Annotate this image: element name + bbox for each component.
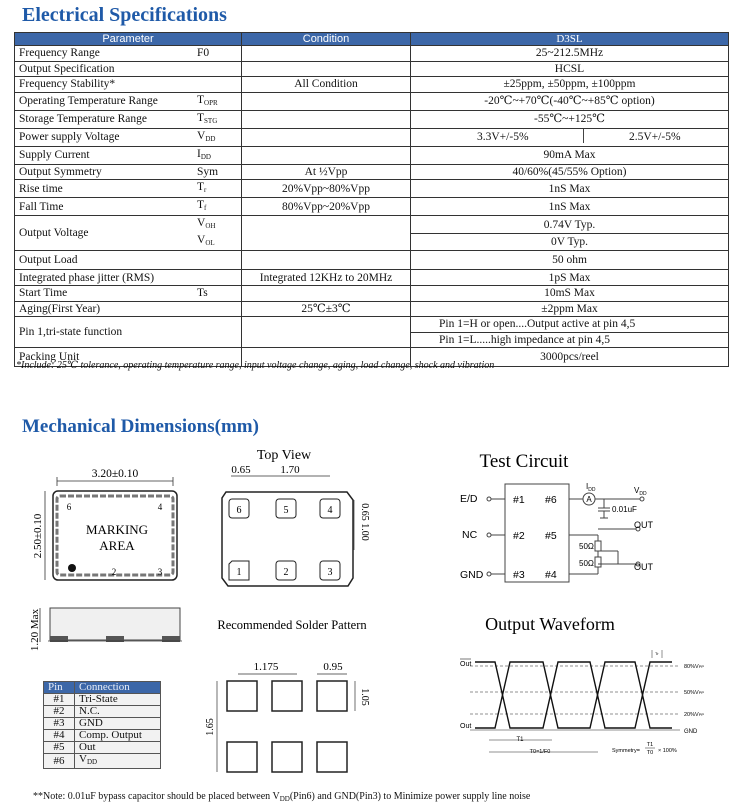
value-text: 90mA Max bbox=[543, 149, 596, 162]
symbol: T bbox=[197, 93, 205, 106]
solder-dim-105: 1.05 bbox=[359, 688, 370, 706]
width-dim-label: 3.20±0.10 bbox=[91, 468, 139, 480]
wf-t1-label: T1 bbox=[516, 737, 524, 743]
condition-cell bbox=[242, 301, 411, 317]
wf-frac-num: T1 bbox=[646, 742, 654, 748]
tv-pad5: 5 bbox=[283, 505, 289, 516]
symbol-cell bbox=[191, 92, 242, 110]
pin-connection bbox=[75, 730, 161, 742]
value-text: 50 ohm bbox=[552, 254, 587, 267]
symbol-cell bbox=[191, 216, 242, 234]
ammeter-icon: A bbox=[586, 495, 592, 504]
pin-number bbox=[44, 742, 75, 754]
value-cell bbox=[411, 285, 729, 301]
pin-connection bbox=[75, 754, 161, 769]
param-cell bbox=[15, 285, 192, 301]
symbol-sub: DD bbox=[200, 152, 211, 161]
pin-connection-table bbox=[43, 681, 161, 769]
param-cell bbox=[15, 180, 192, 198]
param-text: Integrated phase jitter (RMS) bbox=[19, 271, 155, 284]
bypass-note-part2: (Pin6) and GND(Pin3) to Minimize power supply line noise bbox=[289, 791, 531, 802]
param-text: Packing Unit bbox=[19, 351, 80, 364]
pin1-dot-icon bbox=[68, 564, 76, 572]
condition-cell bbox=[242, 198, 411, 216]
pin-number-text: #3 bbox=[53, 717, 65, 729]
value-cell bbox=[411, 146, 729, 164]
value-text: Pin 1=H or open....Output active at pin 4,5 bbox=[439, 318, 636, 331]
value-cell bbox=[411, 301, 729, 317]
param-cell bbox=[15, 270, 192, 286]
param-text: Storage Temperature Range bbox=[19, 113, 147, 126]
value-text-b: 2.5V+/-5% bbox=[629, 131, 681, 144]
spec-row bbox=[15, 251, 729, 270]
condition-cell bbox=[242, 128, 411, 146]
wf-outbar-label: Out bbox=[460, 661, 472, 668]
height-dim-label: 2.50±0.10 bbox=[32, 513, 44, 559]
condition-cell bbox=[242, 285, 411, 301]
spec-header-row bbox=[15, 33, 729, 46]
tv-dim-170: 1.70 bbox=[280, 464, 300, 476]
param-text: Pin 1,tri-state function bbox=[19, 326, 123, 339]
pin-number-text: #2 bbox=[53, 705, 65, 717]
value-cell bbox=[411, 317, 729, 333]
symbol: V bbox=[197, 234, 206, 247]
pin-number bbox=[44, 730, 75, 742]
pin-row bbox=[44, 754, 161, 769]
tc-ed-label: E/D bbox=[460, 493, 478, 505]
symbol: V bbox=[197, 217, 206, 230]
output-waveform bbox=[460, 614, 704, 756]
spec-row bbox=[15, 164, 729, 180]
symbol-sub: f bbox=[204, 204, 207, 213]
value-text-a: 3.3V+/-5% bbox=[477, 131, 529, 144]
tv-pad3: 3 bbox=[327, 567, 333, 578]
condition-cell bbox=[242, 251, 411, 270]
symbol: Ts bbox=[197, 287, 208, 300]
condition-cell bbox=[242, 110, 411, 128]
param-text: Supply Current bbox=[19, 149, 90, 162]
connection-sub: DD bbox=[86, 758, 98, 766]
spec-row bbox=[15, 92, 729, 110]
pin-connection bbox=[75, 718, 161, 730]
param-text: Output Specification bbox=[19, 62, 115, 75]
tc-p2: #2 bbox=[513, 530, 525, 542]
value-cell bbox=[411, 61, 729, 77]
symbol-cell bbox=[191, 251, 242, 270]
value-cell bbox=[411, 180, 729, 198]
condition-cell bbox=[242, 46, 411, 62]
header-condition: Condition bbox=[242, 33, 411, 46]
param-text: Frequency Range bbox=[19, 47, 100, 60]
bypass-note bbox=[33, 791, 530, 803]
symbol-cell bbox=[191, 110, 242, 128]
param-text: Output Symmetry bbox=[19, 166, 102, 179]
top-view bbox=[222, 448, 370, 586]
spec-row bbox=[15, 270, 729, 286]
spec-row bbox=[15, 216, 729, 234]
pin-number bbox=[44, 706, 75, 718]
pin-connection bbox=[75, 694, 161, 706]
value-cell bbox=[411, 216, 729, 234]
solder-dim-1175: 1.175 bbox=[253, 661, 279, 673]
symbol: Sym bbox=[197, 166, 219, 179]
wf-tr-label: Tr bbox=[655, 651, 659, 656]
pin-number bbox=[44, 694, 75, 706]
connection-header: Connection bbox=[75, 682, 161, 694]
condition-text: Integrated 12KHz to 20MHz bbox=[259, 271, 393, 284]
param-text: Output Load bbox=[19, 254, 78, 267]
wf-sym-tail: × 100% bbox=[658, 748, 677, 754]
tc-r1: 50Ω bbox=[579, 542, 594, 551]
value-text: ±25ppm, ±50ppm, ±100ppm bbox=[503, 78, 636, 91]
condition-cell bbox=[242, 61, 411, 77]
top-view-title: Top View bbox=[256, 448, 312, 463]
pin-row bbox=[44, 706, 161, 718]
symbol-cell bbox=[191, 332, 242, 348]
value-text: 0V Typ. bbox=[550, 236, 589, 249]
symbol-cell bbox=[191, 164, 242, 180]
value-cell bbox=[411, 110, 729, 128]
value-cell bbox=[411, 92, 729, 110]
param-text: Start Time bbox=[19, 287, 68, 300]
value-cell bbox=[411, 77, 729, 93]
tc-p1: #1 bbox=[513, 494, 525, 506]
param-text: Aging(First Year) bbox=[19, 302, 101, 315]
symbol: V bbox=[197, 129, 206, 142]
param-cell bbox=[15, 128, 192, 146]
wf-t0-label: T0=1/F0 bbox=[529, 749, 551, 755]
tc-p3: #3 bbox=[513, 569, 525, 581]
symbol-sub: STG bbox=[204, 116, 218, 125]
tc-out2: OUT bbox=[634, 562, 653, 572]
solder-title: Recommended Solder Pattern bbox=[217, 618, 367, 632]
symbol: T bbox=[197, 199, 205, 212]
pin-row bbox=[44, 694, 161, 706]
param-text: Output Voltage bbox=[19, 227, 89, 240]
tc-p6: #6 bbox=[545, 494, 557, 506]
param-cell bbox=[15, 251, 192, 270]
value-text: -55℃~+125℃ bbox=[533, 113, 606, 126]
tv-pad4: 4 bbox=[327, 505, 333, 516]
tv-pad2: 2 bbox=[283, 567, 289, 578]
symbol-cell bbox=[191, 180, 242, 198]
spec-row bbox=[15, 46, 729, 62]
spec-row bbox=[15, 317, 729, 333]
spec-row bbox=[15, 110, 729, 128]
pin-header: Pin bbox=[44, 682, 75, 694]
bypass-note-part1: **Note: 0.01uF bypass capacitor should be placed between V bbox=[33, 791, 280, 802]
param-cell bbox=[15, 146, 192, 164]
value-cell bbox=[411, 270, 729, 286]
param-text: Operating Temperature Range bbox=[19, 95, 158, 108]
value-cell bbox=[411, 332, 729, 348]
test-circuit bbox=[460, 451, 654, 582]
connection-text: V bbox=[79, 753, 87, 765]
spec-row bbox=[15, 301, 729, 317]
symbol-cell bbox=[191, 285, 242, 301]
connection-text: Out bbox=[79, 741, 96, 753]
value-cell bbox=[411, 251, 729, 270]
pin-number-text: #1 bbox=[53, 693, 65, 705]
pkg-pin2-label: 2 bbox=[111, 567, 117, 577]
param-cell bbox=[15, 216, 192, 251]
tv-pad1: 1 bbox=[236, 567, 242, 578]
value-text: 1nS Max bbox=[548, 200, 591, 213]
symbol-cell bbox=[191, 317, 242, 333]
spec-row bbox=[15, 180, 729, 198]
pin-connection bbox=[75, 742, 161, 754]
symbol-sub: OL bbox=[205, 239, 215, 248]
connection-text: Comp. Output bbox=[79, 729, 142, 741]
spec-footnote: *Include: 25℃ tolerance, operating temperature range, input voltage change, aging, load change, shock and vibration bbox=[16, 360, 495, 371]
connection-text: Tri-State bbox=[79, 693, 118, 705]
electrical-spec-title: Electrical Specifications bbox=[22, 4, 227, 26]
wf-80-label: 80%VPP bbox=[684, 664, 705, 670]
tv-side-dims: 0.65 1.00 bbox=[359, 503, 370, 541]
symbol: I bbox=[197, 147, 201, 160]
pin-number bbox=[44, 718, 75, 730]
value-cell bbox=[411, 233, 729, 251]
condition-cell bbox=[242, 77, 411, 93]
condition-text: 25℃±3℃ bbox=[301, 302, 351, 315]
spec-row bbox=[15, 77, 729, 93]
param-text: Power supply Voltage bbox=[19, 131, 120, 144]
solder-dim-095: 0.95 bbox=[323, 661, 343, 673]
symbol-sub: DD bbox=[205, 134, 216, 143]
wf-20-label: 20%VPP bbox=[684, 712, 705, 718]
symbol-cell bbox=[191, 270, 242, 286]
symbol-cell bbox=[191, 128, 242, 146]
symbol-cell bbox=[191, 198, 242, 216]
symbol: F0 bbox=[197, 47, 210, 60]
pin-table-header bbox=[44, 682, 161, 694]
param-cell bbox=[15, 110, 192, 128]
param-cell bbox=[15, 61, 192, 77]
electrical-spec-table bbox=[14, 32, 729, 367]
tc-nc-label: NC bbox=[462, 529, 478, 541]
wf-50-label: 50%VPP bbox=[684, 690, 705, 696]
tv-dim-065: 0.65 bbox=[231, 464, 251, 476]
wf-symmetry-label: Symmetry= bbox=[612, 748, 640, 754]
param-text: Rise time bbox=[19, 182, 63, 195]
pkg-pin3-label: 3 bbox=[157, 567, 163, 577]
tc-p4: #4 bbox=[545, 569, 557, 581]
pin-number-text: #5 bbox=[53, 741, 65, 753]
value-cell bbox=[411, 164, 729, 180]
header-parameter: Parameter bbox=[15, 33, 242, 46]
symbol-cell bbox=[191, 146, 242, 164]
condition-cell bbox=[242, 164, 411, 180]
pin-number bbox=[44, 754, 75, 769]
marking-text: MARKING bbox=[85, 522, 149, 537]
thickness-dim-label: 1.20 Max bbox=[29, 608, 41, 652]
solder-pattern bbox=[205, 618, 370, 772]
wf-frac-den: T0 bbox=[646, 750, 654, 756]
spec-row bbox=[15, 198, 729, 216]
package-side-view bbox=[29, 608, 182, 651]
pin-connection bbox=[75, 706, 161, 718]
connection-text: N.C. bbox=[79, 705, 100, 717]
value-cell bbox=[411, 46, 729, 62]
value-text: 40/60%(45/55% Option) bbox=[512, 166, 627, 179]
connection-text: GND bbox=[79, 717, 103, 729]
symbol: T bbox=[197, 181, 205, 194]
pin-row bbox=[44, 718, 161, 730]
value-text: 3000pcs/reel bbox=[540, 351, 599, 364]
condition-text: All Condition bbox=[294, 78, 358, 91]
tc-idd: $I_{DD}$ bbox=[586, 482, 596, 493]
param-cell bbox=[15, 317, 192, 348]
pkg-pin6-label: 6 bbox=[66, 502, 72, 512]
condition-text: At ½Vpp bbox=[304, 166, 348, 179]
condition-text: 20%Vpp~80%Vpp bbox=[282, 182, 370, 195]
value-text: 25~212.5MHz bbox=[535, 47, 604, 60]
param-text: Frequency Stability* bbox=[19, 78, 116, 91]
symbol-sub: r bbox=[204, 186, 207, 195]
bypass-note-sub: DD bbox=[279, 795, 290, 803]
param-cell bbox=[15, 46, 192, 62]
param-cell bbox=[15, 77, 192, 93]
param-cell bbox=[15, 92, 192, 110]
symbol-cell bbox=[191, 233, 242, 251]
value-cell bbox=[411, 198, 729, 216]
spec-row bbox=[15, 285, 729, 301]
pin-number-text: #6 bbox=[53, 754, 65, 767]
wf-gnd-label: GND bbox=[684, 729, 698, 735]
tc-cap: 0.01uF bbox=[612, 505, 637, 514]
condition-cell bbox=[242, 146, 411, 164]
waveform-title: Output Waveform bbox=[485, 614, 615, 634]
symbol-sub: OPR bbox=[204, 98, 218, 107]
param-cell bbox=[15, 198, 192, 216]
symbol-cell bbox=[191, 61, 242, 77]
pin-row bbox=[44, 730, 161, 742]
package-outline-view bbox=[32, 468, 177, 580]
symbol-cell bbox=[191, 46, 242, 62]
header-model: D3SL bbox=[411, 33, 729, 46]
test-circuit-title: Test Circuit bbox=[479, 451, 569, 472]
tc-p5: #5 bbox=[545, 530, 557, 542]
condition-cell bbox=[242, 216, 411, 251]
tc-vdd: $V_{DD}$ bbox=[634, 486, 647, 497]
tc-out1: OUT bbox=[634, 520, 653, 530]
solder-dim-165: 1.65 bbox=[205, 718, 216, 736]
value-text: HCSL bbox=[554, 62, 585, 75]
tc-r2: 50Ω bbox=[579, 559, 594, 568]
spec-row bbox=[15, 146, 729, 164]
value-text: 0.74V Typ. bbox=[543, 218, 596, 231]
condition-cell bbox=[242, 92, 411, 110]
wf-out-label: Out bbox=[460, 723, 472, 730]
param-cell bbox=[15, 301, 192, 317]
value-text: -20℃~+70℃(-40℃~+85℃ option) bbox=[484, 95, 655, 108]
tv-pad6: 6 bbox=[236, 505, 242, 516]
condition-cell bbox=[242, 180, 411, 198]
param-text: Fall Time bbox=[19, 200, 64, 213]
condition-cell bbox=[242, 317, 411, 348]
value-text: ±2ppm Max bbox=[541, 302, 598, 315]
pin-row bbox=[44, 742, 161, 754]
pkg-pin4-label: 4 bbox=[157, 502, 163, 512]
tc-gnd-label: GND bbox=[460, 569, 484, 581]
symbol-cell bbox=[191, 301, 242, 317]
value-text: 1nS Max bbox=[548, 182, 591, 195]
area-text: AREA bbox=[99, 538, 135, 553]
condition-cell bbox=[242, 270, 411, 286]
value-text: Pin 1=L.....high impedance at pin 4,5 bbox=[439, 334, 610, 347]
value-cell bbox=[411, 128, 729, 146]
condition-text: 80%Vpp~20%Vpp bbox=[282, 200, 370, 213]
symbol: T bbox=[197, 111, 205, 124]
mechanical-title: Mechanical Dimensions(mm) bbox=[22, 416, 259, 437]
pin-number-text: #4 bbox=[53, 729, 65, 741]
spec-row bbox=[15, 128, 729, 146]
param-cell bbox=[15, 164, 192, 180]
symbol-cell bbox=[191, 77, 242, 93]
value-text: 1pS Max bbox=[548, 271, 591, 284]
spec-row bbox=[15, 61, 729, 77]
value-text: 10mS Max bbox=[544, 287, 595, 300]
symbol-sub: OH bbox=[205, 222, 216, 231]
